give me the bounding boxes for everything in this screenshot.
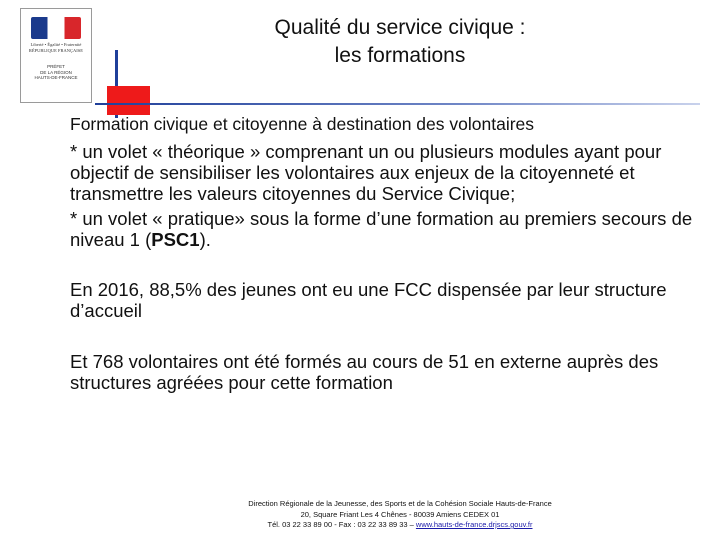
- footer-website-link[interactable]: www.hauts-de-france.drjscs.gouv.fr: [415, 520, 533, 529]
- footer-line1: Direction Régionale de la Jeunesse, des Sports et de la Cohésion Sociale Hauts-de-France: [248, 499, 552, 508]
- practice-paragraph: [70, 208, 700, 250]
- logo-prefecture-text: PRÉFET DE LA RÉGION HAUTS-DE-FRANCE: [34, 64, 78, 80]
- marianne-flag-icon: [31, 17, 81, 39]
- volunteers-stat-paragraph: Et 768 volontaires ont été formés au cours de 51 en externe auprès des structures agréées pour cette formation: [70, 351, 659, 393]
- prefecture-logo: [20, 8, 92, 103]
- decorative-horizontal-line: [95, 103, 700, 105]
- theory-paragraph: * un volet « théorique » comprenant un ou plusieurs modules ayant pour objectif de sensibiliser les volontaires aux enjeux de la citoyenneté et transmettre les valeurs citoyennes du Service Civique;: [70, 141, 662, 204]
- slide-title-line1: Qualité du service civique :: [274, 16, 526, 39]
- slide-body: [70, 114, 700, 393]
- footer-contact: Tél. 03 22 33 89 00 - Fax : 03 22 33 89 33 –: [267, 520, 416, 529]
- decorative-red-square: [107, 86, 150, 115]
- footer-line2: 20, Square Friant Les 4 Chênes - 80039 Amiens CEDEX 01: [300, 509, 500, 519]
- footer-line3: [200, 520, 600, 531]
- slide-title: [200, 14, 600, 70]
- slide-title-line2: les formations: [334, 44, 466, 67]
- fcc-stat-paragraph: En 2016, 88,5% des jeunes ont eu une FCC dispensée par leur structure d’accueil: [70, 279, 667, 321]
- practice-text-after: ).: [199, 229, 211, 250]
- intro-paragraph: Formation civique et citoyenne à destination des volontaires: [70, 114, 535, 134]
- logo-republic-text: Liberté • Égalité • Fraternité RÉPUBLIQUE FRANÇAISE: [28, 42, 84, 53]
- slide-footer: [200, 499, 600, 531]
- practice-text-before: * un volet « pratique» sous la forme d’une formation au premiers secours de niveau 1 (: [70, 208, 693, 250]
- psc1-bold: PSC1: [151, 229, 200, 250]
